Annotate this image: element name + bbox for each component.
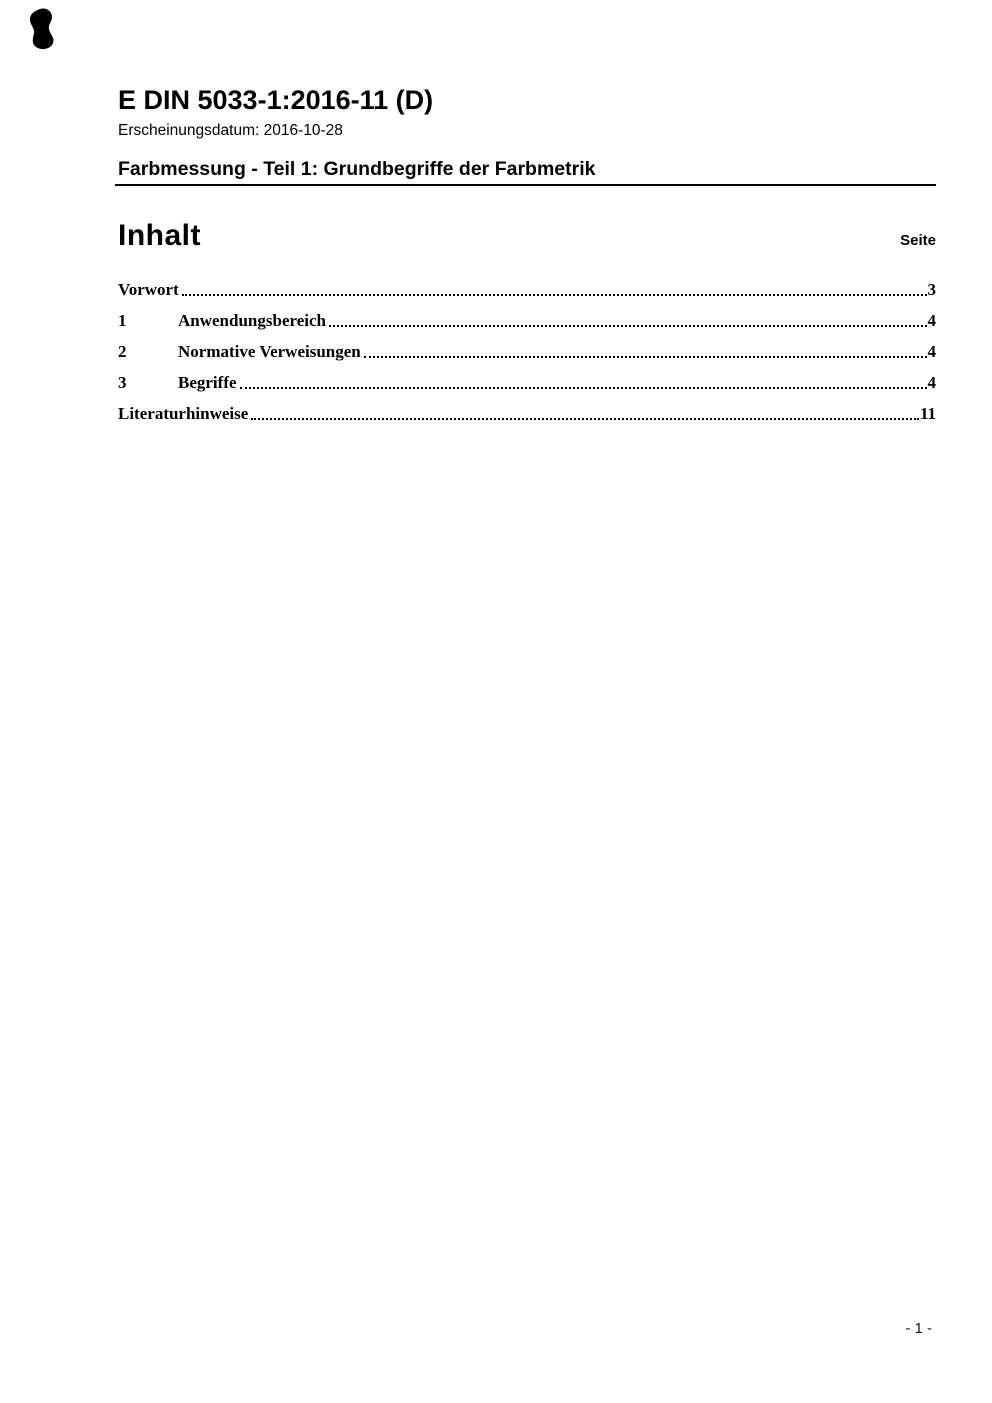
toc-leader-dots xyxy=(364,356,927,358)
toc-entry-number: 2 xyxy=(118,342,127,361)
toc-entry-page: 4 xyxy=(927,311,936,330)
page-footer xyxy=(905,1320,932,1338)
document-header xyxy=(118,86,936,186)
toc-page-column-label: Seite xyxy=(900,232,936,249)
toc-entry-normative-verweisungen xyxy=(118,341,936,362)
toc-leader-dots xyxy=(182,294,927,296)
header-rule xyxy=(115,184,936,186)
toc-entry-number: 1 xyxy=(118,311,127,330)
toc-entry-page: 3 xyxy=(927,280,936,299)
toc-entry-page: 4 xyxy=(927,373,936,392)
page-content xyxy=(0,86,992,424)
toc-leader-dots xyxy=(251,418,919,420)
toc-entry-vorwort xyxy=(118,279,936,300)
toc-heading-row xyxy=(118,220,936,252)
publication-date-line: Erscheinungsdatum: 2016-10-28 xyxy=(118,122,343,139)
toc-entry-label: Anwendungsbereich xyxy=(178,311,326,330)
page-number: - 1 - xyxy=(905,1320,932,1337)
toc-entry-literaturhinweise xyxy=(118,403,936,424)
toc-entry-label: Begriffe xyxy=(178,373,237,392)
toc-entry-number: 3 xyxy=(118,373,127,392)
toc-entry-page: 4 xyxy=(927,342,936,361)
toc-list xyxy=(118,279,936,424)
toc-leader-dots xyxy=(240,387,927,389)
ink-blot-artifact xyxy=(27,8,59,50)
toc-entry-label: Vorwort xyxy=(118,280,179,299)
toc-heading: Inhalt xyxy=(118,219,201,252)
toc-entry-label: Normative Verweisungen xyxy=(178,342,361,361)
document-title: E DIN 5033-1:2016-11 (D) xyxy=(118,85,434,115)
toc-entry-anwendungsbereich xyxy=(118,310,936,331)
toc-leader-dots xyxy=(329,325,927,327)
toc-entry-label: Literaturhinweise xyxy=(118,404,249,423)
table-of-contents xyxy=(118,220,936,424)
document-subtitle: Farbmessung - Teil 1: Grundbegriffe der Farbmetrik xyxy=(118,158,596,180)
toc-entry-begriffe xyxy=(118,372,936,393)
toc-entry-page: 11 xyxy=(919,404,936,423)
